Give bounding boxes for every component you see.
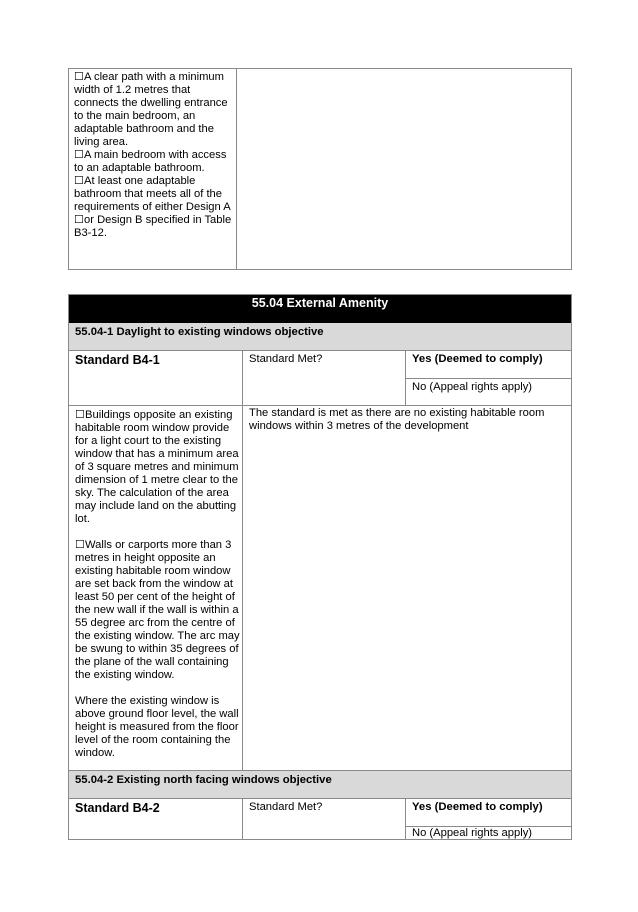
requirements-row (69, 406, 571, 771)
yes-option[interactable]: Yes (Deemed to comply) (412, 801, 543, 813)
column-divider (236, 69, 237, 269)
no-option[interactable]: No (Appeal rights apply) (412, 381, 533, 393)
standard-met-label: Standard Met? (249, 801, 323, 813)
requirement-item: ☐At least one adaptable bathroom that meets all of the requirements of either Design A (74, 175, 231, 213)
requirements-cell (75, 409, 241, 760)
objective-heading: 55.04-2 Existing north facing windows objective (69, 771, 571, 799)
standard-row (69, 351, 571, 406)
column-divider (242, 351, 243, 405)
requirement-item: ☐A main bedroom with access to an adaptable bathroom. (74, 149, 227, 174)
requirements-cell (74, 71, 236, 240)
no-option[interactable]: No (Appeal rights apply) (412, 827, 533, 839)
requirement-item: ☐Walls or carports more than 3 metres in height opposite an existing habitable room window are set back from the window at least 50 per cent of the height of the new wall if the wall is within a 55 degree arc from the centre of the existing window. The arc may be swung to within 35 degrees of the plane of the wall containing the existing window. (75, 539, 240, 681)
column-divider (405, 799, 406, 840)
row-divider (405, 378, 571, 379)
standard-row (69, 799, 571, 840)
standard-title: Standard B4-2 (75, 801, 160, 815)
column-divider (242, 799, 243, 840)
requirement-item: ☐Buildings opposite an existing habitable room window provide for a light court to the existing window that has a minimum area of 3 square metres and minimum dimension of 1 metre clear to the sky. The calculation of the area may include land on the abutting lot. (75, 409, 239, 525)
requirement-item: ☐A clear path with a minimum width of 1.2 metres that connects the dwelling entrance to the main bedroom, an adaptable bathroom and the living area. (74, 71, 228, 148)
standard-met-label: Standard Met? (249, 353, 323, 365)
yes-option[interactable]: Yes (Deemed to comply) (412, 353, 543, 365)
requirement-item: Where the existing window is above ground floor level, the wall height is measured from the floor level of the room containing the window. (75, 695, 239, 759)
column-divider (242, 406, 243, 770)
standard-title: Standard B4-1 (75, 353, 160, 367)
continued-table (68, 68, 572, 270)
requirement-item: ☐or Design B specified in Table B3-12. (74, 214, 232, 239)
section-title: 55.04 External Amenity (69, 295, 571, 323)
external-amenity-table (68, 294, 572, 840)
assessment-comment: The standard is met as there are no existing habitable room windows within 3 metres of the development (249, 407, 545, 432)
objective-heading: 55.04-1 Daylight to existing windows objective (69, 323, 571, 351)
